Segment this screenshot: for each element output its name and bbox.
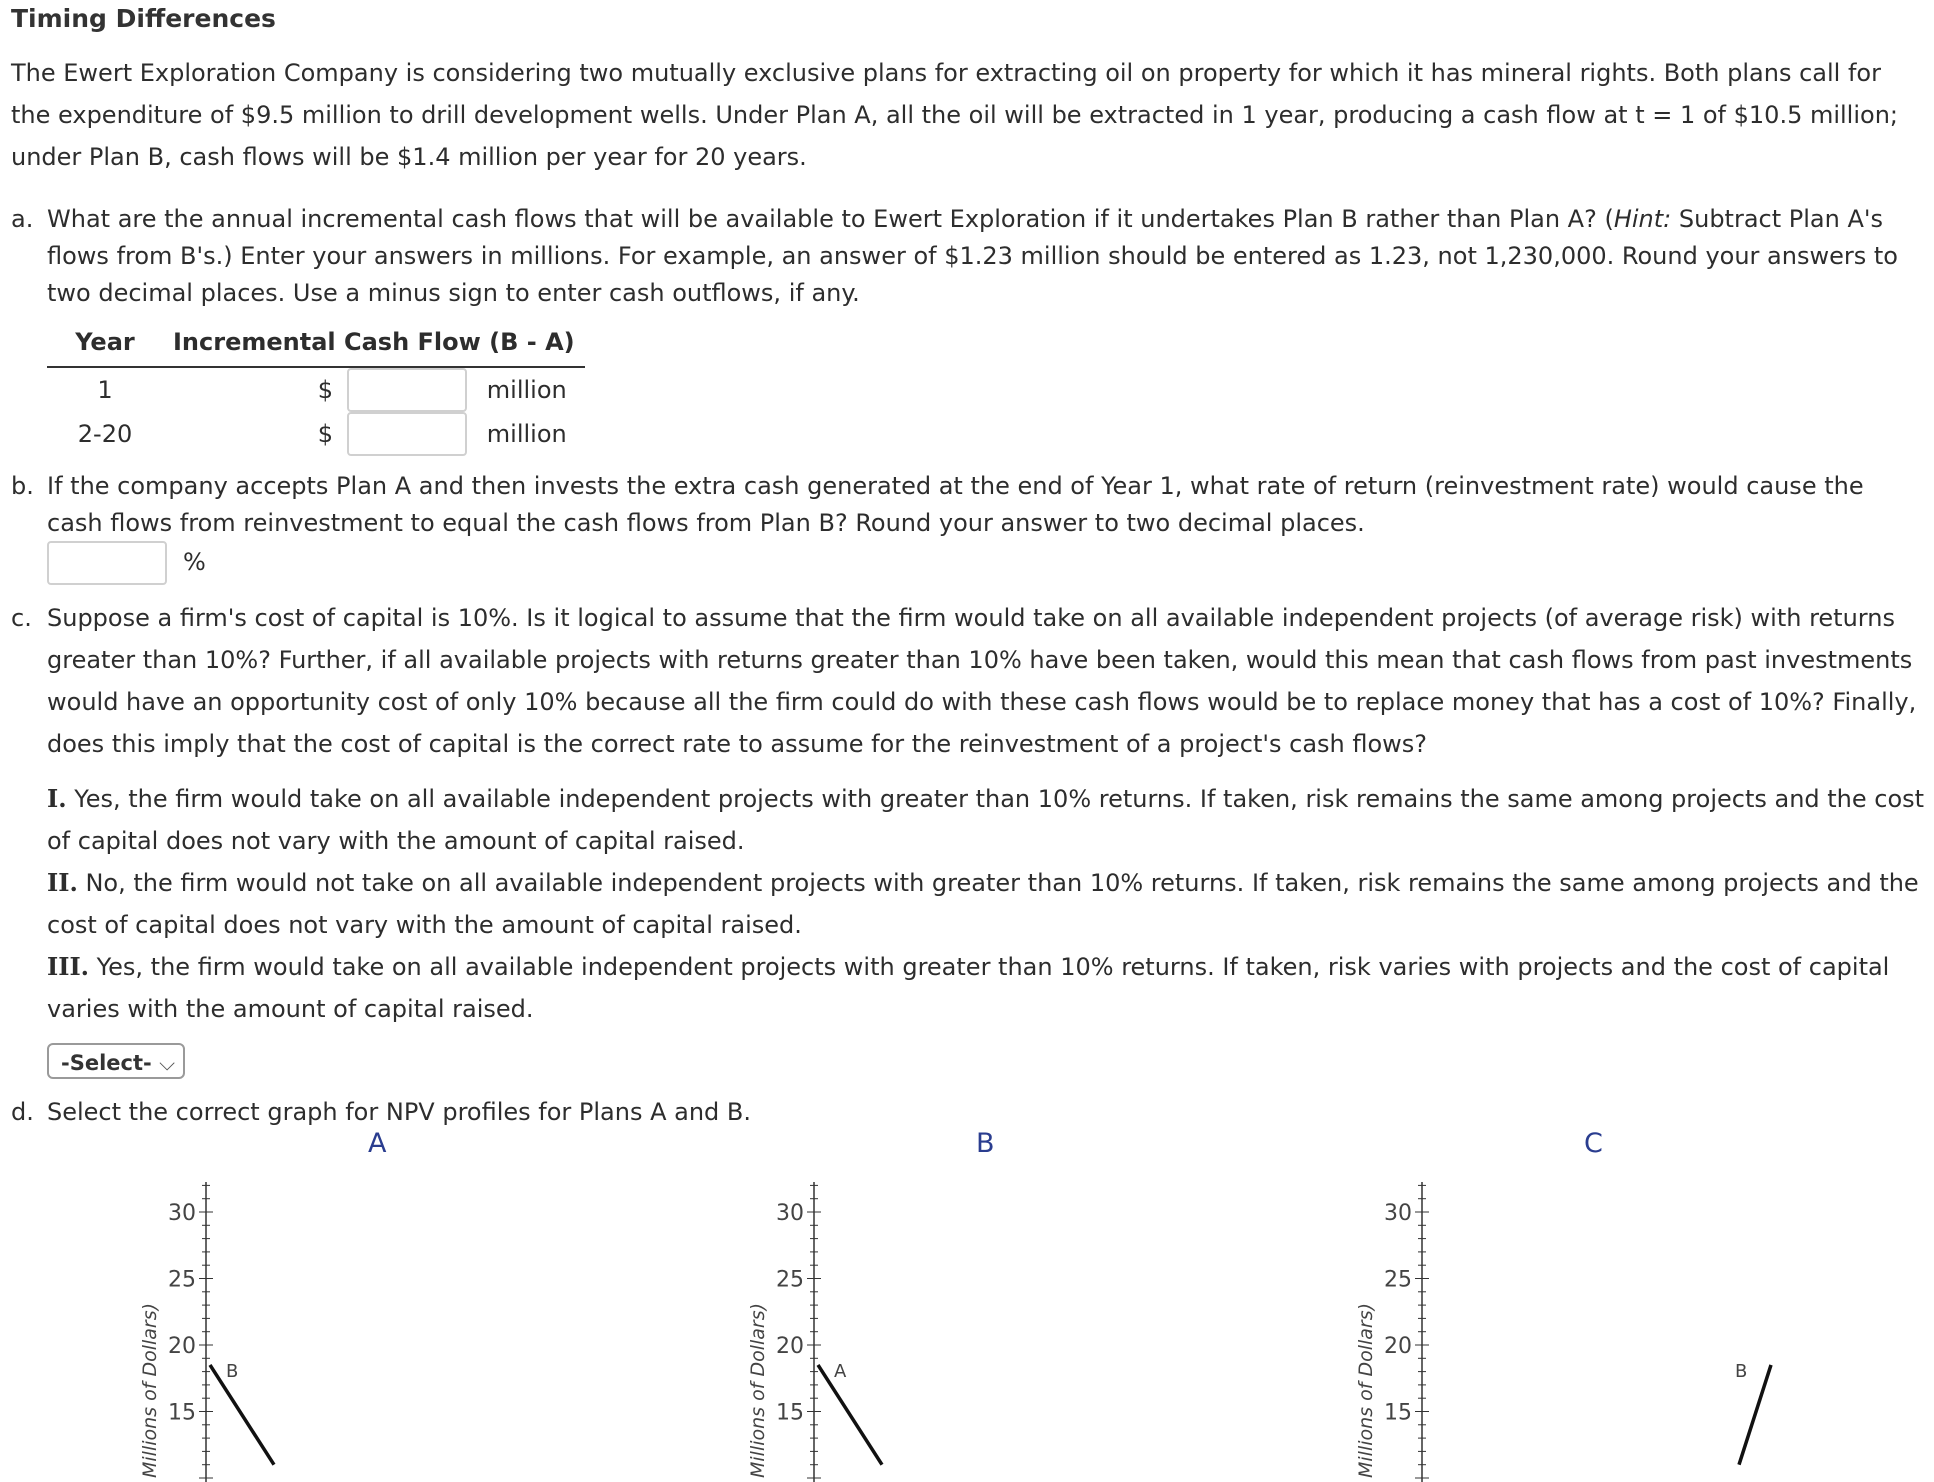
page-title: Timing Differences: [11, 4, 276, 33]
question-b: [11, 468, 1921, 542]
graph-a-label[interactable]: A: [368, 1128, 387, 1159]
tick-label: 30: [776, 1201, 804, 1226]
chevron-down-icon: ⌵: [159, 1051, 175, 1075]
npv-graph-b[interactable]: [736, 1160, 1036, 1482]
year-cell: 2-20: [77, 420, 133, 448]
column-header-cash-flow: Incremental Cash Flow (B - A): [163, 322, 585, 367]
y-axis-label: Millions of Dollars): [1355, 1302, 1377, 1478]
tick-label: 25: [1384, 1267, 1412, 1293]
table-header-row: [47, 322, 585, 367]
table-row: [47, 367, 585, 412]
reinvestment-rate-input[interactable]: [47, 541, 167, 585]
npv-graph-c[interactable]: [1344, 1160, 1904, 1482]
hint-label: Hint:: [1613, 205, 1672, 233]
question-c-text: Suppose a firm's cost of capital is 10%. Is it logical to assume that the firm would take on all available independent projects (of average risk) with returns greater than 10%? Further, if all available projects with returns greater than 10% have been taken, would this mean that cash flows from past investments would have an opportunity cost of only 10% because all the firm could do with these cash flows would be to replace money that has a cost of 10%? Finally, does this imply that the cost of capital is the correct rate to assume for the reinvestment of a project's cash flows?: [47, 604, 1917, 758]
option-iii: III. Yes, the firm would take on all available independent projects with greater than 10% returns. If taken, risk varies with projects and the cost of capital varies with the amount of capital raised.: [47, 952, 1890, 1023]
graph-b-label[interactable]: B: [976, 1128, 995, 1159]
tick-label: 30: [1384, 1201, 1412, 1226]
year-cell: 1: [97, 376, 113, 404]
question-d-label: d.: [11, 1098, 34, 1126]
option-i: I. Yes, the firm would take on all available independent projects with greater than 10% returns. If taken, risk remains the same among projects and the cost of capital does not vary with the amount of capital raised.: [47, 784, 1925, 855]
cash-flow-years-2-20-input[interactable]: [347, 412, 467, 456]
column-header-year: Year: [47, 322, 163, 367]
question-b-label: b.: [11, 472, 34, 500]
y-axis-label: Millions of Dollars): [747, 1302, 769, 1478]
cash-flow-year-1-input[interactable]: [347, 368, 467, 412]
percent-label: %: [183, 548, 206, 576]
question-d: [11, 1094, 1921, 1131]
tick-label: 25: [776, 1267, 804, 1293]
unit-label: million: [486, 376, 567, 404]
npv-graph-a[interactable]: [128, 1160, 428, 1482]
tick-label: 20: [1384, 1334, 1412, 1359]
unit-label: million: [486, 420, 567, 448]
question-c-label: c.: [11, 604, 32, 632]
answer-select[interactable]: -Select- ⌵: [47, 1043, 185, 1079]
question-a: [11, 201, 1921, 312]
tick-label: 15: [1384, 1400, 1412, 1426]
series-label: B: [1735, 1360, 1748, 1382]
currency-symbol: $: [317, 376, 333, 404]
question-a-text: What are the annual incremental cash flows that will be available to Ewert Exploration if it undertakes Plan B rather than Plan A? (Hint: Subtract Plan A's flows from B's.) Enter your answers in millions. For example, an answer of $1.23 million should be entered as 1.23, not 1,230,000. Round your answers to two decimal places. Use a minus sign to enter cash outflows, if any.: [47, 205, 1898, 307]
table-row: [47, 412, 585, 456]
tick-label: 15: [168, 1400, 196, 1426]
incremental-cash-flow-table: [47, 322, 585, 456]
question-d-text: Select the correct graph for NPV profiles for Plans A and B.: [47, 1098, 752, 1126]
npv-line-A: [818, 1365, 882, 1465]
currency-symbol: $: [317, 420, 333, 448]
tick-label: 20: [776, 1334, 804, 1359]
series-label: A: [834, 1360, 847, 1382]
problem-intro: The Ewert Exploration Company is considering two mutually exclusive plans for extracting oil on property for which it has mineral rights. Both plans call for the expenditure of $9.5 million to drill development wells. Under Plan A, all the oil will be extracted in 1 year, producing a cash flow at t = 1 of $10.5 million; under Plan B, cash flows will be $1.4 million per year for 20 years.: [11, 59, 1898, 171]
tick-label: 25: [168, 1267, 196, 1293]
graph-c-label[interactable]: C: [1584, 1128, 1603, 1159]
tick-label: 20: [168, 1334, 196, 1359]
question-b-text: If the company accepts Plan A and then invests the extra cash generated at the end of Year 1, what rate of return (reinvestment rate) would cause the cash flows from reinvestment to equal the cash flows from Plan B? Round your answer to two decimal places.: [47, 472, 1864, 537]
question-a-label: a.: [11, 205, 34, 233]
npv-line-B: [210, 1365, 274, 1465]
y-axis-label: Millions of Dollars): [139, 1302, 161, 1478]
question-c: [11, 597, 1921, 765]
series-label: B: [226, 1360, 239, 1382]
tick-label: 15: [776, 1400, 804, 1426]
tick-label: 30: [168, 1201, 196, 1226]
option-ii: II. No, the firm would not take on all available independent projects with greater than 10% returns. If taken, risk remains the same among projects and the cost of capital does not vary with the amount of capital raised.: [47, 868, 1919, 939]
